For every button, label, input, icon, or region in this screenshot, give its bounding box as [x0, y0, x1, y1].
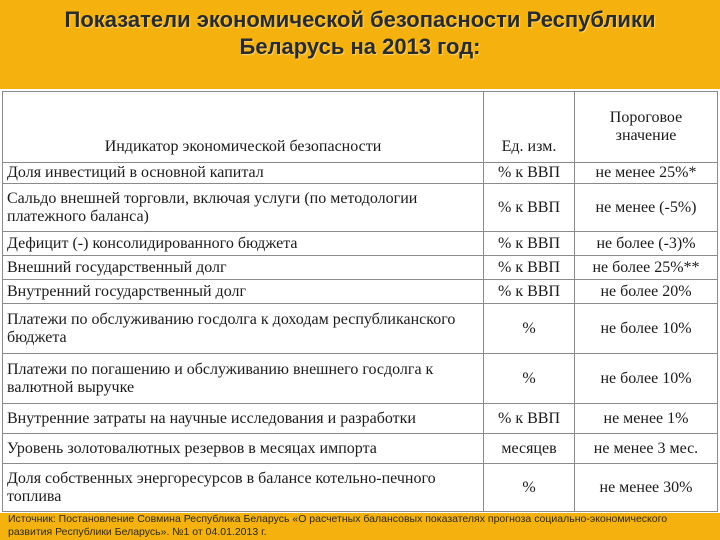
cell-unit: месяцев: [484, 434, 575, 464]
cell-unit: %: [484, 304, 575, 354]
table-row: [3, 184, 718, 232]
cell-indicator: Сальдо внешней торговли, включая услуги (по методологии платежного баланса): [3, 184, 484, 232]
header-threshold: Пороговое значение: [575, 92, 718, 163]
cell-threshold: не менее 3 мес.: [575, 434, 718, 464]
cell-threshold: не более 25%**: [575, 256, 718, 280]
table-sheet: [0, 89, 720, 513]
table-row: [3, 304, 718, 354]
cell-unit: % к ВВП: [484, 280, 575, 304]
cell-indicator: Дефицит (-) консолидированного бюджета: [3, 232, 484, 256]
cell-threshold: не менее 30%: [575, 464, 718, 512]
table-row: [3, 163, 718, 184]
cell-unit: %: [484, 464, 575, 512]
slide-title-line-1: Показатели экономической безопасности Республики: [64, 7, 656, 32]
cell-unit: % к ВВП: [484, 184, 575, 232]
table-header-row: [3, 92, 718, 163]
cell-threshold: не более (-3)%: [575, 232, 718, 256]
slide-title: [0, 6, 720, 60]
cell-threshold: не более 10%: [575, 304, 718, 354]
table-row: [3, 404, 718, 434]
cell-threshold: не менее 1%: [575, 404, 718, 434]
table-row: [3, 434, 718, 464]
cell-threshold: не более 20%: [575, 280, 718, 304]
source-note: Источник: Постановление Совмина Республика Беларусь «О расчетных балансовых показателях прогноза социально-экономического развития Республики Беларусь». №1 от 04.01.2013 г.: [8, 513, 668, 538]
cell-indicator: Доля собственных энергоресурсов в балансе котельно-печного топлива: [3, 464, 484, 512]
cell-indicator: Внешний государственный долг: [3, 256, 484, 280]
cell-threshold: не менее (-5%): [575, 184, 718, 232]
table-row: [3, 354, 718, 404]
header-unit: Ед. изм.: [484, 92, 575, 163]
cell-unit: % к ВВП: [484, 404, 575, 434]
cell-indicator: Внутренние затраты на научные исследования и разработки: [3, 404, 484, 434]
indicators-table: [2, 91, 718, 512]
table-row: [3, 232, 718, 256]
cell-unit: %: [484, 354, 575, 404]
cell-threshold: не менее 25%*: [575, 163, 718, 184]
cell-indicator: Внутренний государственный долг: [3, 280, 484, 304]
cell-indicator: Уровень золотовалютных резервов в месяцах импорта: [3, 434, 484, 464]
slide-title-line-2: Беларусь на 2013 год:: [239, 34, 481, 59]
cell-unit: % к ВВП: [484, 163, 575, 184]
table-row: [3, 256, 718, 280]
cell-indicator: Платежи по погашению и обслуживанию внешнего госдолга к валютной выручке: [3, 354, 484, 404]
cell-indicator: Доля инвестиций в основной капитал: [3, 163, 484, 184]
cell-threshold: не более 10%: [575, 354, 718, 404]
table-row: [3, 464, 718, 512]
cell-indicator: Платежи по обслуживанию госдолга к доходам республиканского бюджета: [3, 304, 484, 354]
table-row: [3, 280, 718, 304]
cell-unit: % к ВВП: [484, 232, 575, 256]
header-indicator: Индикатор экономической безопасности: [3, 92, 484, 163]
cell-unit: % к ВВП: [484, 256, 575, 280]
